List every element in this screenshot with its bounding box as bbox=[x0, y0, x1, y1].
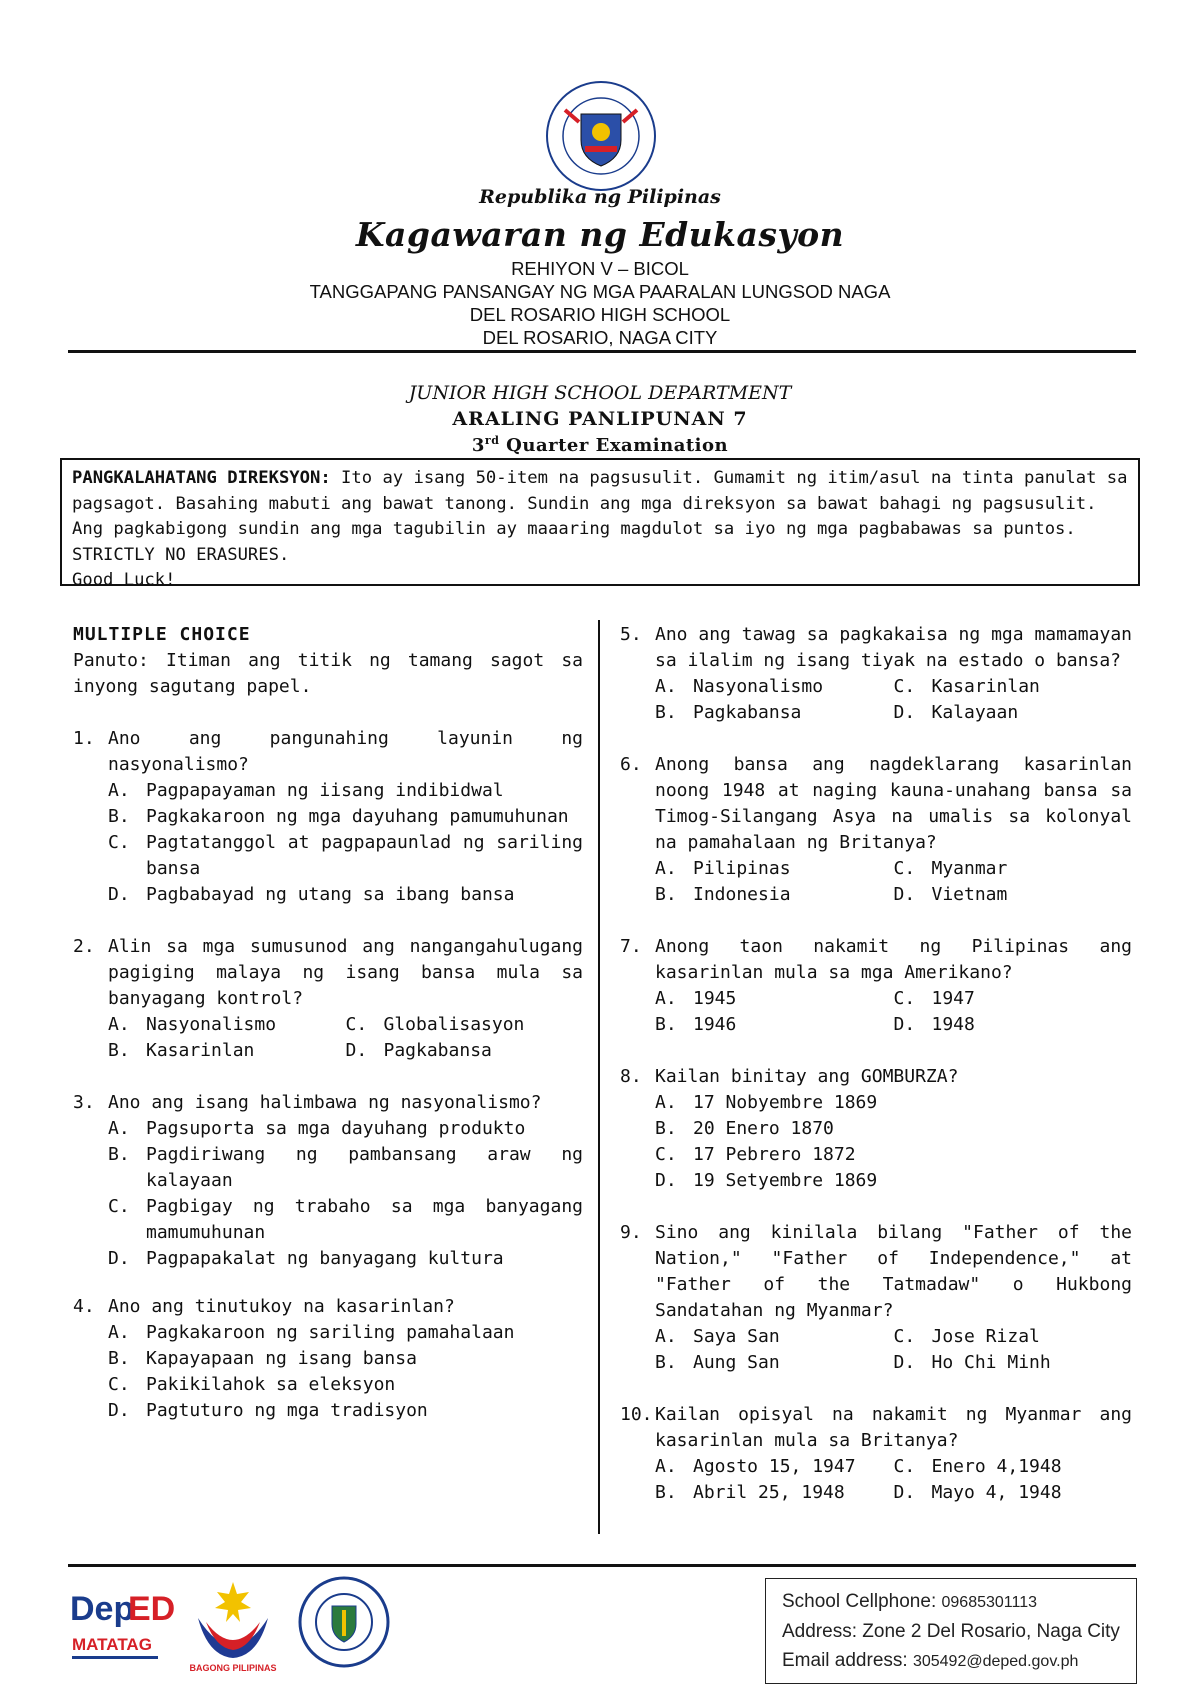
answer-option: D. Pagbabayad ng utang sa ibang bansa bbox=[108, 884, 515, 905]
question-number: 3. bbox=[73, 1092, 95, 1113]
answer-option: C. Myanmar bbox=[893, 858, 1008, 879]
svg-text:MATATAG: MATATAG bbox=[72, 1635, 152, 1654]
question-text: Alin sa mga sumusunod ang nangangahulugang pagiging malaya ng isang bansa mula sa banyagang kontrol? bbox=[108, 936, 583, 1009]
answer-option-row bbox=[620, 674, 1132, 700]
contact-line-email: Email address: 305492@deped.gov.ph bbox=[782, 1650, 1079, 1671]
answer-option: C. 1947 bbox=[893, 988, 975, 1009]
department-title: JUNIOR HIGH SCHOOL DEPARTMENT bbox=[408, 382, 792, 404]
svg-text:ED: ED bbox=[128, 1590, 176, 1628]
question-text: Ano ang pangunahing layunin ng nasyonalismo? bbox=[108, 728, 583, 775]
answer-option-row bbox=[620, 856, 1132, 882]
question-text: Anong bansa ang nagdeklarang kasarinlan noong 1948 at naging kauna-unahang bansa sa Timog-Silangang Asya na umalis sa kolonyal na pamahalaan ng Britanya? bbox=[655, 754, 1132, 853]
question-item bbox=[620, 1220, 1132, 1376]
answer-option: A. Pagkakaroon ng sariling pamahalaan bbox=[108, 1322, 515, 1343]
school-address-line: DEL ROSARIO, NAGA CITY bbox=[482, 327, 718, 348]
question-number: 9. bbox=[620, 1222, 642, 1243]
header-divider bbox=[68, 350, 1136, 353]
question-text: Kailan binitay ang GOMBURZA? bbox=[655, 1066, 959, 1087]
answer-option: B. Indonesia bbox=[655, 884, 791, 905]
question-item bbox=[73, 1090, 583, 1272]
question-number: 7. bbox=[620, 936, 642, 957]
question-item bbox=[73, 934, 583, 1064]
directions-label: PANGKALAHATANG DIREKSYON: bbox=[72, 468, 331, 488]
answer-option: A. Nasyonalismo bbox=[655, 676, 824, 697]
left-column bbox=[73, 622, 583, 1424]
question-item bbox=[620, 1402, 1132, 1506]
answer-option: A. Agosto 15, 1947 bbox=[655, 1456, 856, 1477]
answer-option: B. Aung San bbox=[655, 1352, 780, 1373]
question-text: Anong taon nakamit ng Pilipinas ang kasarinlan mula sa mga Amerikano? bbox=[655, 936, 1132, 983]
answer-option: A. Nasyonalismo bbox=[108, 1014, 277, 1035]
division-line: TANGGAPANG PANSANGAY NG MGA PAARALAN LUNGSOD NAGA bbox=[309, 281, 891, 302]
answer-option: B. Pagkabansa bbox=[655, 702, 802, 723]
answer-option-row bbox=[620, 986, 1132, 1012]
answer-option-row bbox=[620, 1480, 1132, 1506]
answer-option: B. Kapayapaan ng isang bansa bbox=[108, 1348, 417, 1369]
answer-option: A. 17 Nobyembre 1869 bbox=[655, 1092, 878, 1113]
answer-option-row bbox=[73, 1038, 583, 1064]
answer-option: C. Pakikilahok sa eleksyon bbox=[108, 1374, 396, 1395]
answer-option: C. Pagbigay ng trabaho sa mga banyagang mamumuhunan bbox=[108, 1196, 583, 1243]
answer-option: A. Pagpapayaman ng iisang indibidwal bbox=[108, 780, 504, 801]
answer-option: D. Pagpapakalat ng banyagang kultura bbox=[108, 1248, 504, 1269]
answer-option-row bbox=[620, 1012, 1132, 1038]
question-text: Sino ang kinilala bilang "Father of the Nation," "Father of Independence," at "Father of the Tatmadaw" o Hukbong Sandatahan ng Myanmar? bbox=[655, 1222, 1132, 1321]
answer-option: D. Mayo 4, 1948 bbox=[893, 1482, 1062, 1503]
subject-title: ARALING PANLIPUNAN 7 bbox=[452, 408, 748, 430]
question-number: 8. bbox=[620, 1066, 642, 1087]
question-item bbox=[620, 622, 1132, 726]
question-item bbox=[620, 934, 1132, 1038]
question-text: Ano ang tinutukoy na kasarinlan? bbox=[108, 1296, 455, 1317]
answer-option: D. Pagtuturo ng mga tradisyon bbox=[108, 1400, 428, 1421]
answer-option: C. 17 Pebrero 1872 bbox=[655, 1144, 856, 1165]
section-title: MULTIPLE CHOICE bbox=[73, 624, 251, 645]
svg-text:Dep: Dep bbox=[70, 1590, 135, 1628]
answer-option: C. Kasarinlan bbox=[893, 676, 1040, 697]
general-directions-box bbox=[60, 458, 1140, 590]
answer-option-row bbox=[620, 882, 1132, 908]
answer-option: C. Globalisasyon bbox=[345, 1014, 525, 1035]
answer-option: B. Pagdiriwang ng pambansang araw ng kalayaan bbox=[108, 1144, 583, 1191]
school-seal-logo bbox=[298, 1576, 390, 1668]
question-text: Kailan opisyal na nakamit ng Myanmar ang kasarinlan mula sa Britanya? bbox=[655, 1404, 1132, 1451]
answer-option: B. 1946 bbox=[655, 1014, 737, 1035]
question-number: 6. bbox=[620, 754, 642, 775]
question-text: Ano ang isang halimbawa ng nasyonalismo? bbox=[108, 1092, 542, 1113]
deped-seal-logo bbox=[545, 80, 657, 192]
bagong-pilipinas-logo bbox=[188, 1578, 278, 1676]
question-number: 5. bbox=[620, 624, 642, 645]
column-divider bbox=[598, 620, 600, 1534]
question-number: 4. bbox=[73, 1296, 95, 1317]
answer-option: D. 19 Setyembre 1869 bbox=[655, 1170, 878, 1191]
answer-option: A. Pilipinas bbox=[655, 858, 791, 879]
answer-option-row bbox=[620, 1350, 1132, 1376]
good-luck-text: Good Luck! bbox=[72, 570, 176, 590]
answer-option: B. Kasarinlan bbox=[108, 1040, 255, 1061]
contact-line-phone: School Cellphone: 09685301113 bbox=[782, 1591, 1038, 1612]
question-item bbox=[620, 752, 1132, 908]
answer-option: D. Kalayaan bbox=[893, 702, 1019, 723]
question-item bbox=[73, 1294, 583, 1424]
answer-option-row bbox=[620, 1454, 1132, 1480]
svg-text:BAGONG PILIPINAS: BAGONG PILIPINAS bbox=[189, 1663, 277, 1673]
question-item bbox=[73, 726, 583, 908]
answer-option: D. Vietnam bbox=[893, 884, 1008, 905]
kagawaran-heading: Kagawaran ng Edukasyon bbox=[355, 215, 845, 254]
directions-text: Ito ay isang 50-item na pagsusulit. Gumamit ng itim/asul na tinta panulat sa pagsagot. Basahing mabuti ang bawat tanong. Sundin ang mga direksyon sa bawat bahagi ng pagsusulit. Ang pagkabigong sundin ang mga tagubilin ay maaaring magdulot sa iyo ng mga pagbabawas sa puntos. STRICTLY NO ERASURES. bbox=[72, 468, 1128, 565]
school-name-line: DEL ROSARIO HIGH SCHOOL bbox=[469, 304, 731, 325]
question-number: 1. bbox=[73, 728, 95, 749]
exam-title: 3rd Quarter Examination bbox=[471, 434, 729, 456]
answer-option: C. Pagtatanggol at pagpapaunlad ng sariling bansa bbox=[108, 832, 583, 879]
answer-option: A. Pagsuporta sa mga dayuhang produkto bbox=[108, 1118, 526, 1139]
school-contact-box bbox=[765, 1578, 1137, 1684]
answer-option: A. 1945 bbox=[655, 988, 737, 1009]
right-column bbox=[620, 622, 1132, 1506]
footer-divider bbox=[68, 1564, 1136, 1567]
question-number: 10. bbox=[620, 1404, 653, 1425]
answer-option: A. Saya San bbox=[655, 1326, 780, 1347]
answer-option-row bbox=[73, 1012, 583, 1038]
section-instruction: Panuto: Itiman ang titik ng tamang sagot sa inyong sagutang papel. bbox=[73, 650, 583, 697]
answer-option: D. 1948 bbox=[893, 1014, 975, 1035]
answer-option: D. Pagkabansa bbox=[345, 1040, 492, 1061]
answer-option: B. Pagkakaroon ng mga dayuhang pamumuhunan bbox=[108, 806, 569, 827]
answer-option: C. Jose Rizal bbox=[893, 1326, 1040, 1347]
answer-option: B. 20 Enero 1870 bbox=[655, 1118, 834, 1139]
answer-option: B. Abril 25, 1948 bbox=[655, 1482, 845, 1503]
question-text: Ano ang tawag sa pagkakaisa ng mga mamamayan sa ilalim ng isang tiyak na estado o bansa? bbox=[655, 624, 1132, 671]
deped-matatag-logo bbox=[68, 1578, 176, 1668]
question-item bbox=[620, 1064, 1132, 1194]
answer-option-row bbox=[620, 1324, 1132, 1350]
answer-option: D. Ho Chi Minh bbox=[893, 1352, 1051, 1373]
region-line: REHIYON V – BICOL bbox=[511, 258, 689, 279]
contact-line-address: Address: Zone 2 Del Rosario, Naga City bbox=[782, 1621, 1120, 1642]
question-number: 2. bbox=[73, 936, 95, 957]
answer-option-row bbox=[620, 700, 1132, 726]
republika-heading: Republika ng Pilipinas bbox=[479, 186, 721, 208]
answer-option: C. Enero 4,1948 bbox=[893, 1456, 1062, 1477]
